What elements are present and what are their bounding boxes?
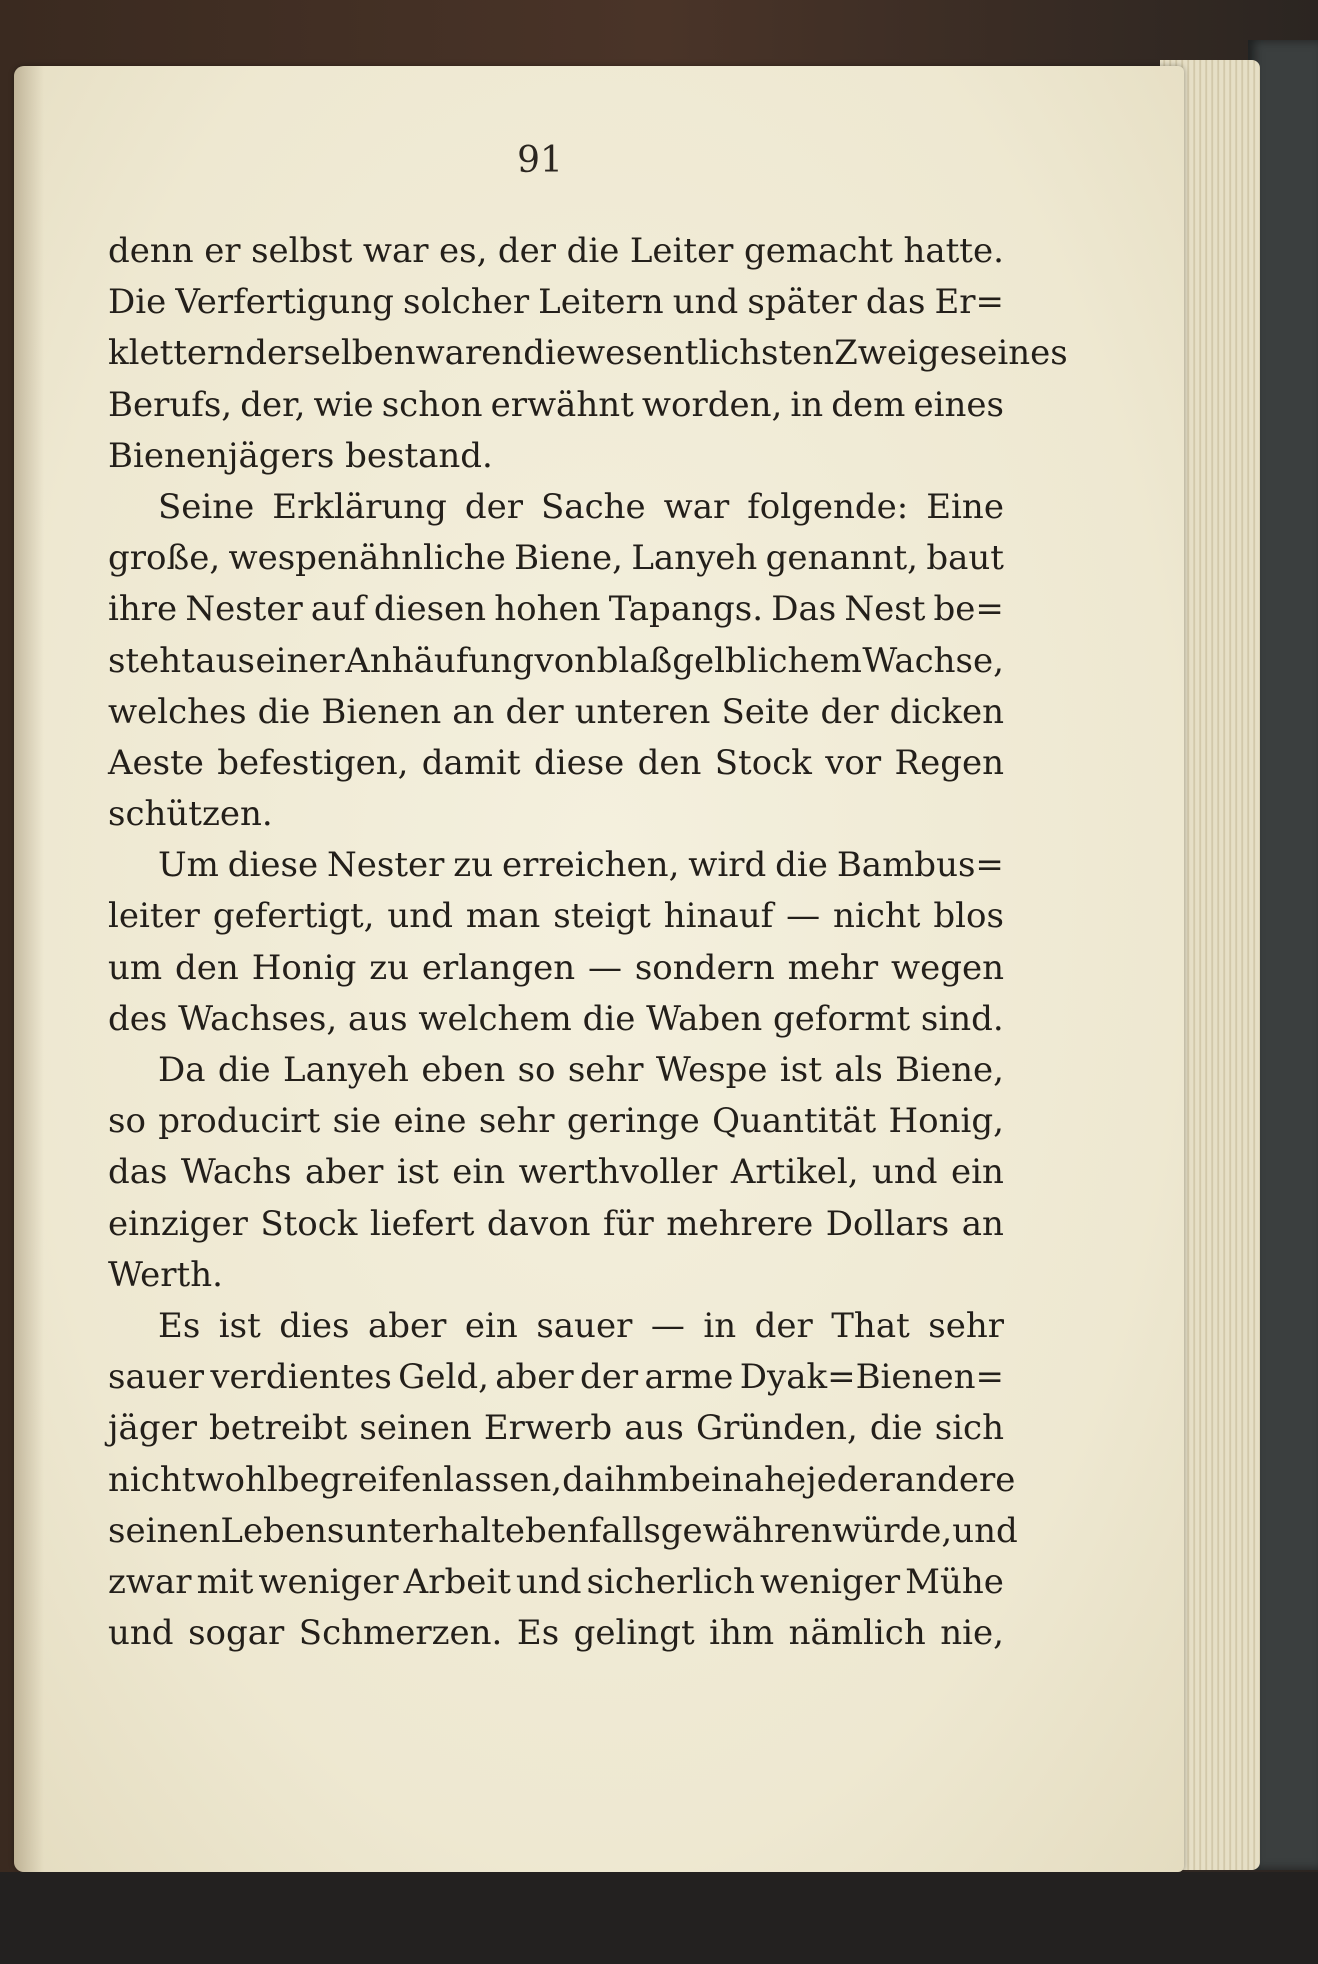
text-line: Aeste befestigen, damit diese den Stock vor Regen bbox=[108, 742, 1004, 783]
text-line: zwar mit weniger Arbeit und sicherlich weniger Mühe bbox=[108, 1561, 1004, 1602]
text-line: jäger betreibt seinen Erwerb aus Gründen, die sich bbox=[108, 1408, 1004, 1449]
text-line: Um diese Nester zu erreichen, wird die Bambus= bbox=[158, 845, 1004, 886]
text-line: einziger Stock liefert davon für mehrere Dollars an bbox=[108, 1203, 1004, 1244]
text-line: und sogar Schmerzen. Es gelingt ihm nämlich nie, bbox=[108, 1613, 1004, 1654]
text-line: steht aus einer Anhäufung von blaßgelblichem Wachse, bbox=[108, 640, 1004, 681]
text-line: das Wachs aber ist ein werthvoller Artikel, und ein bbox=[108, 1152, 1004, 1193]
text-line: schützen. bbox=[108, 794, 273, 835]
text-line: Berufs, der, wie schon erwähnt worden, in dem eines bbox=[108, 384, 1004, 425]
text-line: des Wachses, aus welchem die Waben geformt sind. bbox=[108, 998, 1004, 1039]
text-line: seinen Lebensunterhalt ebenfalls gewähren würde, und bbox=[108, 1510, 1018, 1551]
text-line: welches die Bienen an der unteren Seite der dicken bbox=[108, 691, 1004, 732]
text-line: leiter gefertigt, und man steigt hinauf — nicht blos bbox=[108, 896, 1004, 937]
text-line: so producirt sie eine sehr geringe Quantität Honig, bbox=[108, 1101, 1004, 1142]
background-strip bbox=[0, 1872, 1318, 1964]
text-line: Seine Erklärung der Sache war folgende: Eine bbox=[158, 486, 1004, 527]
body-text bbox=[108, 226, 1068, 1659]
text-line: denn er selbst war es, der die Leiter gemacht hatte. bbox=[108, 231, 1004, 271]
text-line: Es ist dies aber ein sauer — in der That sehr bbox=[158, 1305, 1004, 1346]
text-line: nicht wohl begreifen lassen, da ihm beinahe jeder andere bbox=[108, 1459, 1016, 1500]
text-line: Da die Lanyeh eben so sehr Wespe ist als Biene, bbox=[158, 1050, 1004, 1090]
text-line: große, wespenähnliche Biene, Lanyeh genannt, baut bbox=[108, 538, 1004, 579]
text-line: um den Honig zu erlangen — sondern mehr wegen bbox=[108, 947, 1004, 988]
page-number: 91 bbox=[517, 140, 563, 181]
text-line: sauer verdientes Geld, aber der arme Dyak=Bienen= bbox=[108, 1357, 1004, 1398]
text-line: Werth. bbox=[108, 1254, 223, 1295]
text-line: ihre Nester auf diesen hohen Tapangs. Das Nest be= bbox=[108, 589, 1004, 630]
text-line: Bienenjägers bestand. bbox=[108, 435, 493, 476]
text-line: Die Verfertigung solcher Leitern und später das Er= bbox=[108, 282, 1004, 323]
spine-shadow bbox=[14, 66, 44, 1872]
text-line: klettern derselben waren die wesentlichsten Zweige seines bbox=[108, 333, 1068, 374]
